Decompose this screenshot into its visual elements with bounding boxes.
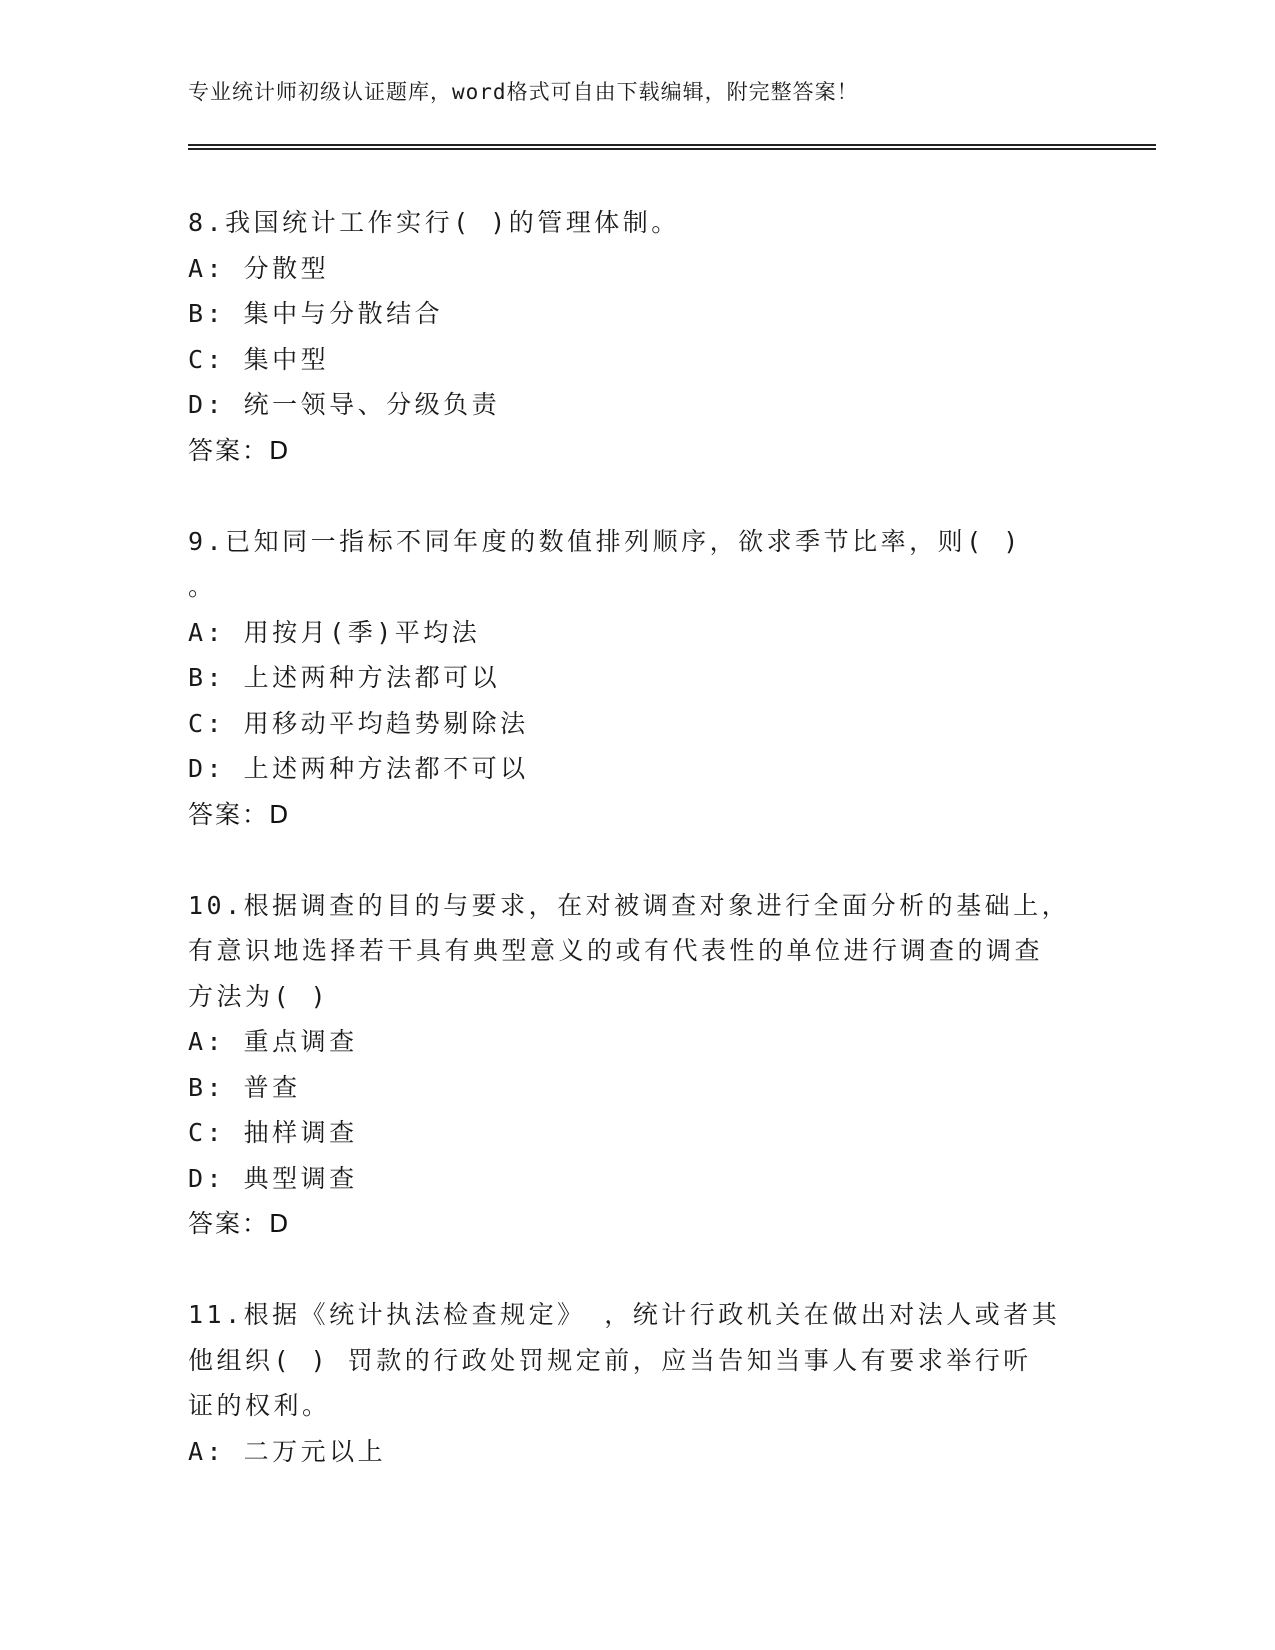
option-b: B: 集中与分散结合 — [188, 299, 444, 328]
question-gap — [188, 837, 1088, 883]
header-divider — [188, 144, 1156, 150]
answer: 答案：D — [188, 1209, 291, 1238]
question-10 — [188, 883, 1088, 1247]
question-stem: 10.根据调查的目的与要求，在对被调查对象进行全面分析的基础上， — [188, 890, 1071, 920]
question-stem-continued: 有意识地选择若干具有典型意义的或有代表性的单位进行调查的调查 — [188, 936, 1044, 965]
option-b: B: 上述两种方法都可以 — [188, 663, 501, 692]
option-d: D: 上述两种方法都不可以 — [188, 754, 529, 783]
question-stem: 11.根据《统计执法检查规定》 ，统计行政机关在做出对法人或者其 — [188, 1300, 1061, 1329]
option-a: A: 分散型 — [188, 253, 330, 283]
answer: 答案：D — [188, 799, 291, 829]
option-a: A: 二万元以上 — [188, 1436, 387, 1466]
answer: 答案：D — [188, 435, 291, 465]
option-a: A: 用按月(季)平均法 — [188, 617, 481, 647]
option-c: C: 用移动平均趋势剔除法 — [188, 708, 529, 738]
question-list — [188, 200, 1088, 1474]
question-stem: 8.我国统计工作实行( )的管理体制。 — [188, 208, 680, 237]
option-c: C: 集中型 — [188, 344, 330, 374]
question-gap — [188, 473, 1088, 519]
question-stem-continued: 证的权利。 — [188, 1391, 331, 1420]
option-d: D: 统一领导、分级负责 — [188, 390, 501, 419]
question-8 — [188, 200, 1088, 473]
question-stem-continued: 方法为( ) — [188, 981, 330, 1011]
question-gap — [188, 1247, 1088, 1293]
option-b: B: 普查 — [188, 1072, 301, 1102]
option-d: D: 典型调查 — [188, 1163, 358, 1193]
question-11 — [188, 1292, 1088, 1474]
question-stem: 9.已知同一指标不同年度的数值排列顺序，欲求季节比率，则( ) — [188, 526, 1022, 556]
question-9 — [188, 519, 1088, 838]
option-c: C: 抽样调查 — [188, 1118, 358, 1147]
question-stem-continued: 他组织( ) 罚款的行政处罚规定前，应当告知当事人有要求举行听 — [188, 1345, 1032, 1375]
page-header: 专业统计师初级认证题库，word格式可自由下载编辑，附完整答案！ — [188, 80, 859, 104]
option-a: A: 重点调查 — [188, 1027, 358, 1056]
question-stem-continued: 。 — [188, 572, 217, 601]
